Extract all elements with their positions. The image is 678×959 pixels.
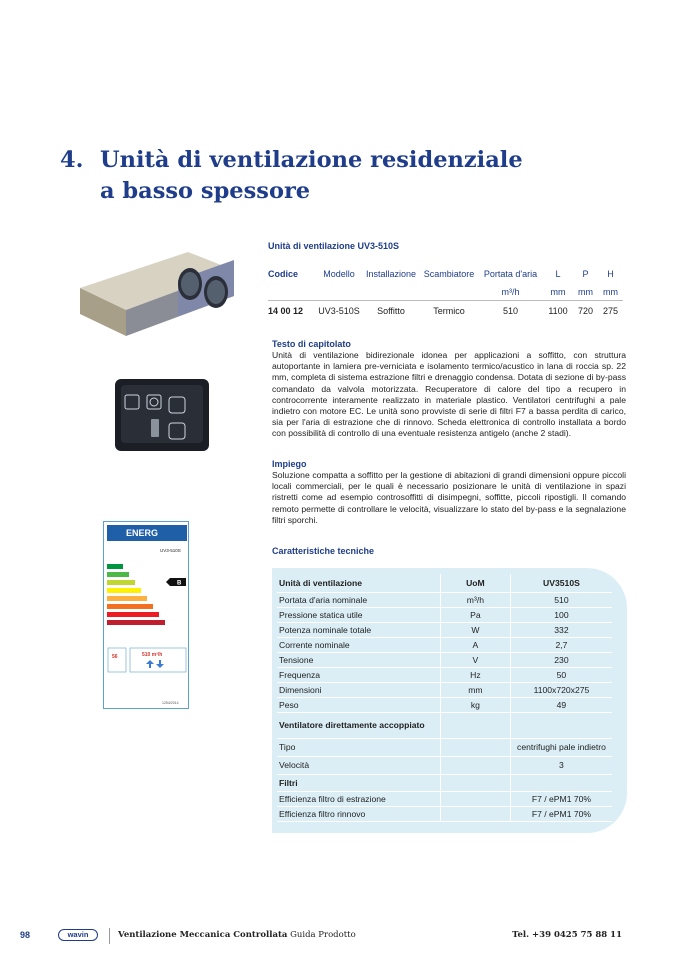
page-number: 98 xyxy=(20,930,31,940)
tech-cell: Pa xyxy=(440,607,510,622)
spec-header: Codice xyxy=(268,269,299,279)
energy-label-graphic xyxy=(104,522,190,710)
spec-cell: 720 xyxy=(577,306,594,316)
tech-cell: Tipo xyxy=(277,738,440,756)
tech-section: Ventilatore direttamente accoppiato xyxy=(277,712,440,738)
tech-cell: F7 / ePM1 70% xyxy=(510,806,612,821)
tech-cell: Peso xyxy=(277,697,440,712)
energy-footer: 1254/2014 xyxy=(162,701,179,705)
tech-cell: Pressione statica utile xyxy=(277,607,440,622)
spec-header: P xyxy=(582,269,589,279)
tech-cell: V xyxy=(440,652,510,667)
tech-cell: A xyxy=(440,637,510,652)
table-section-row xyxy=(277,712,612,738)
tech-heading: Caratteristiche tecniche xyxy=(272,546,375,556)
tech-cell: centrifughi pale indietro xyxy=(510,738,612,756)
energy-flow: 510 m³/h xyxy=(142,652,163,658)
tech-header: UV3510S xyxy=(510,574,612,592)
ventilation-unit-image xyxy=(78,240,236,340)
tech-cell: Potenza nominale totale xyxy=(277,622,440,637)
tech-header-row xyxy=(277,574,612,592)
tech-cell: 510 xyxy=(510,592,612,607)
spec-cell: 14 00 12 xyxy=(268,306,304,316)
title-line-1: Unità di ventilazione residenziale xyxy=(100,147,523,173)
footer-divider xyxy=(109,928,110,944)
footer-title-bold: Ventilazione Meccanica Controllata xyxy=(118,930,288,940)
chapter-number: 4. xyxy=(60,147,84,173)
tech-cell xyxy=(440,738,510,756)
tech-table xyxy=(277,574,612,822)
table-row xyxy=(277,806,612,821)
tech-cell: kg xyxy=(440,697,510,712)
tech-cell: mm xyxy=(440,682,510,697)
page-title xyxy=(60,145,523,207)
tech-cell: 50 xyxy=(510,667,612,682)
spec-header: Installazione xyxy=(365,269,417,279)
spec-header: Portata d'aria xyxy=(483,269,538,279)
testo-body: Unità di ventilazione bidirezionale idonea per applicazioni a soffitto, con struttura autoportante in lamiera pre-verniciata e isolamento termico/acustico in lana di roccia sp. 22 mm, completa di sistema estrazione filtri e drenaggio condensa. Dotata di sezione di by-pass comandato da valvola motorizzata. Recuperatore di calore del tipo a recupero in controcorrente interamente realizzato in materiale plastico. Ventilatori centrifughi a pale indietro con motore EC. Le unità sono provviste di serie di filtri F7 a bassa perdita di carico, sia per l'aria di estrazione che di rinnovo. Scheda elettronica di controllo installata a bordo con possibilità di controllo di una eventuale resistenza antigelo (anche 2 stadi). xyxy=(272,350,626,439)
tech-cell xyxy=(440,806,510,821)
title-line-2: a basso spessore xyxy=(100,178,311,204)
footer-title xyxy=(118,930,356,940)
spec-unit: mm xyxy=(603,286,618,297)
testo-heading: Testo di capitolato xyxy=(272,339,351,349)
spec-cell: 275 xyxy=(602,306,619,316)
tech-cell: Portata d'aria nominale xyxy=(277,592,440,607)
control-panel-image xyxy=(113,375,211,455)
wavin-logo: wavin xyxy=(58,929,98,941)
tech-header: UoM xyxy=(440,574,510,592)
footer-title-rest: Guida Prodotto xyxy=(290,930,356,940)
table-row xyxy=(277,652,612,667)
table-row xyxy=(277,637,612,652)
tech-cell: W xyxy=(440,622,510,637)
spec-header: Scambiatore xyxy=(423,269,475,279)
spec-unit: m³/h xyxy=(501,286,520,297)
spec-header: H xyxy=(607,269,614,279)
tech-cell: Frequenza xyxy=(277,667,440,682)
footer-phone: Tel. +39 0425 75 88 11 xyxy=(512,930,622,940)
impiego-body: Soluzione compatta a soffitto per la gestione di abitazioni di grandi dimensioni oppure piccoli locali commerciali, per le quali è necessario posizionare le unità di ventilazione in spazi ristretti come ad esempio controsoffitti di disimpegni, soffitte, piccoli ripostigli. Il comando remoto permette di controllare le velocità, visualizzare lo stato del by-pass e la segnalazione filtri sporchi. xyxy=(272,470,626,525)
tech-cell: Corrente nominale xyxy=(277,637,440,652)
tech-cell: 332 xyxy=(510,622,612,637)
tech-cell xyxy=(440,756,510,774)
tech-cell: Tensione xyxy=(277,652,440,667)
table-row xyxy=(277,756,612,774)
spec-cell: Termico xyxy=(433,306,465,316)
spec-cell: 510 xyxy=(502,306,519,316)
tech-cell: Efficienza filtro di estrazione xyxy=(277,791,440,806)
table-row xyxy=(277,607,612,622)
tech-cell: Efficienza filtro rinnovo xyxy=(277,806,440,821)
table-row xyxy=(277,697,612,712)
tech-cell: 100 xyxy=(510,607,612,622)
spec-units-row xyxy=(268,283,623,301)
table-row xyxy=(277,622,612,637)
table-row xyxy=(277,682,612,697)
tech-header: Unità di ventilazione xyxy=(277,574,440,592)
tech-cell: Hz xyxy=(440,667,510,682)
energy-grade: B xyxy=(177,580,182,587)
spec-header-row xyxy=(268,265,623,283)
table-row xyxy=(277,667,612,682)
spec-value-row xyxy=(268,301,623,321)
spec-table xyxy=(268,265,623,321)
tech-table-panel xyxy=(272,568,627,833)
product-heading: Unità di ventilazione UV3-510S xyxy=(268,241,400,251)
tech-cell: m³/h xyxy=(440,592,510,607)
tech-cell xyxy=(440,791,510,806)
energy-label xyxy=(103,521,189,709)
table-row xyxy=(277,592,612,607)
spec-cell: Soffitto xyxy=(377,306,405,316)
impiego-heading: Impiego xyxy=(272,459,307,469)
tech-cell: 3 xyxy=(510,756,612,774)
tech-cell: F7 / ePM1 70% xyxy=(510,791,612,806)
tech-cell: Dimensioni xyxy=(277,682,440,697)
spec-cell: UV3-510S xyxy=(318,306,360,316)
tech-cell: 49 xyxy=(510,697,612,712)
spec-cell: 1100 xyxy=(548,306,568,316)
spec-unit: mm xyxy=(578,286,593,297)
spec-header: L xyxy=(555,269,561,279)
tech-cell: 230 xyxy=(510,652,612,667)
spec-header: Modello xyxy=(323,269,355,279)
tech-cell: 2,7 xyxy=(510,637,612,652)
energ-text: ENERG xyxy=(126,528,159,538)
energy-model-text: UV3-510S xyxy=(160,548,181,553)
table-section-row xyxy=(277,774,612,791)
spec-unit: mm xyxy=(550,286,566,297)
energy-noise: 56 xyxy=(112,654,118,660)
tech-cell: 1100x720x275 xyxy=(510,682,612,697)
table-row xyxy=(277,791,612,806)
table-row xyxy=(277,738,612,756)
tech-cell: Velocità xyxy=(277,756,440,774)
tech-section: Filtri xyxy=(277,774,440,791)
